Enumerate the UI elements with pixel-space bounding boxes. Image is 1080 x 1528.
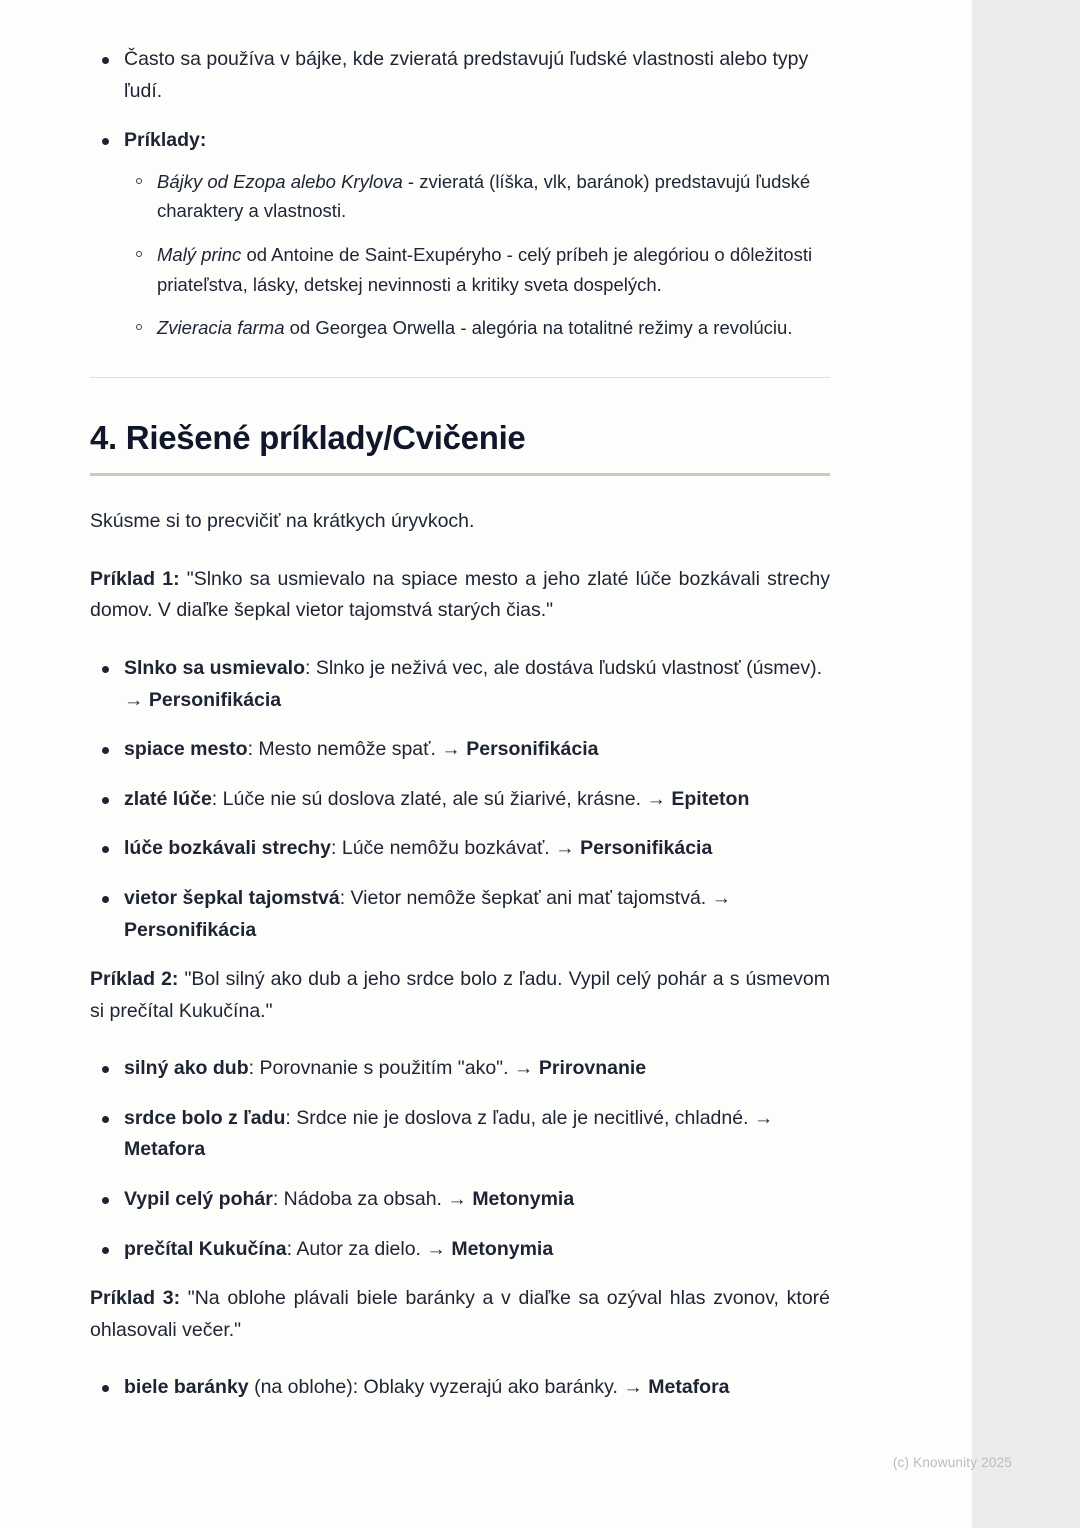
page-title: 4. Riešené príklady/Cvičenie: [90, 418, 526, 456]
analysis-term: prečítal Kukučína: [124, 1237, 287, 1260]
analysis-device: Epiteton: [671, 787, 750, 810]
analysis-explanation: : Nádoba za obsah. →: [272, 1187, 473, 1210]
list-item: [90, 1372, 830, 1404]
heading-underline: [90, 473, 830, 476]
example-quote: "Na oblohe plávali biele baránky a v diaľke sa ozýval hlas zvonov, ktoré ohlasovali večer.": [90, 1287, 831, 1341]
analysis-device: Personifikácia: [466, 738, 599, 761]
analysis-explanation: (na oblohe): Oblaky vyzerajú ako baránky. →: [248, 1376, 649, 1399]
analysis-term: spiace mesto: [124, 738, 248, 761]
analysis-term: srdce bolo z ľadu: [124, 1106, 286, 1129]
analysis-device: Prirovnanie: [538, 1057, 647, 1080]
watermark: (c) Knowunity 2025: [892, 1455, 1012, 1470]
page-outer-rail: [972, 0, 1080, 1528]
analysis-device: Personifikácia: [580, 837, 713, 860]
analysis-explanation: : Mesto nemôže spať. →: [247, 738, 467, 761]
analysis-explanation: : Vietor nemôže šepkať ani mať tajomstvá. →: [339, 886, 732, 909]
analysis-term: Vypil celý pohár: [124, 1187, 273, 1210]
analysis-explanation: : Porovnanie s použitím "ako". →: [248, 1057, 539, 1080]
list-item: [90, 833, 830, 865]
analysis-device: Personifikácia: [148, 688, 282, 711]
list-item: [90, 1234, 830, 1266]
list-item: [90, 1053, 830, 1085]
work-description: od Georgea Orwella - alegória na totalitné režimy a revolúciu.: [284, 317, 793, 339]
analysis-device: Metafora: [124, 1138, 206, 1161]
analysis-term: lúče bozkávali strechy: [124, 837, 332, 860]
analysis-device: Metonymia: [451, 1237, 554, 1260]
analysis-term: zlaté lúče: [124, 787, 212, 810]
analysis-explanation: : Srdce nie je doslova z ľadu, ale je necitlivé, chladné. →: [285, 1106, 774, 1129]
bullet-text: Často sa používa v bájke, kde zvieratá predstavujú ľudské vlastnosti alebo typy ľudí.: [124, 48, 809, 102]
analysis-term: Slnko sa usmievalo: [124, 657, 305, 680]
section-divider: [90, 377, 830, 378]
top-bullet-list: [90, 44, 830, 343]
example-1-analysis: [90, 653, 830, 946]
list-item: [90, 125, 830, 343]
analysis-explanation: : Slnko je neživá vec, ale dostáva ľudskú vlastnosť (úsmev). →: [124, 657, 822, 711]
analysis-device: Personifikácia: [124, 918, 257, 941]
list-item: [90, 883, 830, 946]
work-description: - zvieratá (líška, vlk, baránok) predstavujú ľudské charaktery a vlastnosti.: [157, 170, 811, 222]
example-label: Príklad 2:: [90, 968, 179, 991]
examples-sublist: [124, 167, 830, 343]
example-3-prompt: [90, 1283, 830, 1346]
example-1-prompt: [90, 564, 830, 627]
list-item: [90, 784, 830, 816]
analysis-term: biele baránky: [124, 1376, 249, 1399]
analysis-term: vietor šepkal tajomstvá: [124, 886, 340, 909]
analysis-explanation: : Lúče nie sú doslova zlaté, ale sú žiarivé, krásne. →: [211, 787, 672, 810]
list-item: [124, 167, 830, 226]
example-label: Príklad 1:: [90, 567, 180, 590]
analysis-device: Metafora: [648, 1376, 730, 1399]
list-item: [124, 240, 830, 299]
list-item: [90, 44, 830, 107]
analysis-explanation: : Lúče nemôžu bozkávať. →: [331, 837, 581, 860]
analysis-explanation: : Autor za dielo. →: [286, 1237, 452, 1260]
document-content: [90, 44, 830, 1422]
analysis-device: Metonymia: [472, 1187, 575, 1210]
list-item: [90, 1103, 830, 1166]
example-label: Príklad 3:: [90, 1287, 181, 1310]
page-left-margin: [0, 0, 48, 1528]
example-2-prompt: [90, 964, 830, 1027]
section-intro: Skúsme si to precvičiť na krátkych úryvkoch.: [90, 510, 475, 533]
work-title: Malý princ: [157, 243, 242, 265]
work-description: od Antoine de Saint-Exupéryho - celý príbeh je alegóriou o dôležitosti priateľstva, lásky, detskej nevinnosti a kritiky sveta dospelých.: [157, 243, 813, 295]
example-quote: "Slnko sa usmievalo na spiace mesto a jeho zlaté lúče bozkávali strechy domov. V diaľke šepkal vietor tajomstvá starých čias.": [90, 567, 830, 622]
work-title: Zvieracia farma: [157, 317, 285, 339]
list-item: [124, 313, 830, 343]
list-item: [90, 653, 830, 716]
work-title: Bájky od Ezopa alebo Krylova: [157, 170, 403, 192]
example-quote: "Bol silný ako dub a jeho srdce bolo z ľadu. Vypil celý pohár a s úsmevom si prečítal Kukučína.": [90, 968, 831, 1022]
examples-label: Príklady:: [124, 129, 207, 152]
analysis-term: silný ako dub: [124, 1057, 249, 1080]
example-3-analysis: [90, 1372, 830, 1404]
example-2-analysis: [90, 1053, 830, 1265]
list-item: [90, 734, 830, 766]
list-item: [90, 1184, 830, 1216]
